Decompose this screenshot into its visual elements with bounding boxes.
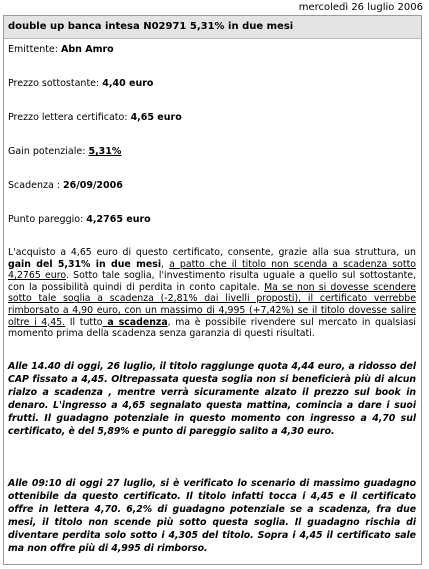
scadenza-label: Scadenza : — [8, 180, 64, 191]
post-body — [4, 39, 421, 555]
prezzo-sottostante-line — [8, 77, 416, 90]
update-paragraph-1: Alle 14.40 di oggi, 26 luglio, il titolo raggiunge quota 4,44 euro, a ridosso del CAP fissato a 4,45. Oltrepassata questa soglia non si beneficierà più di alcun rialzo a scadenza , mentre verrà sicuramente alzato il prezzo sul book in denaro. L'ingresso a 4,65 segnalato questa mattina, comincia a dare i suoi frutti. Il guadagno potenziale in questo momento con ingresso a 4,70 sul certificato, è del 5,89% e punto di pareggio salito a 4,30 euro. — [8, 360, 416, 437]
desc-scenario-underlined: Ma se non si dovesse scendere sotto tale soglia a scadenza (-2,81% dai livelli proposti), il certificato verrebbe rimborsato a 4,90 euro, con un massimo di 4,995 (+7,42%) se il titolo dovesse salire oltre i 4,45. — [8, 281, 417, 328]
pareggio-value: 4,2765 euro — [86, 214, 151, 225]
pareggio-label: Punto pareggio: — [8, 214, 87, 225]
prezzo-sottostante-label: Prezzo sottostante: — [8, 78, 103, 89]
desc-text-5: , ma è possibile rivendere sul mercato in qualsiasi momento prima della scadenza senza garanzia di questi risultati. — [8, 316, 416, 340]
gain-value: 5,31% — [88, 146, 122, 157]
desc-scadenza-highlight: a scadenza — [102, 316, 168, 328]
desc-gain-highlight: gain del 5,31% in due mesi — [8, 258, 162, 270]
post-title[interactable]: double up banca intesa N02971 5,31% in due mesi — [4, 16, 421, 39]
prezzo-lettera-label: Prezzo lettera certificato: — [8, 112, 131, 123]
emittente-line — [8, 43, 416, 56]
emittente-label: Emittente: — [8, 44, 62, 55]
prezzo-lettera-value: 4,65 euro — [130, 112, 182, 123]
prezzo-sottostante-value: 4,40 euro — [102, 78, 154, 89]
update-paragraph-2: Alle 09:10 di oggi 27 luglio, si è verificato lo scenario di massimo guadagno ottenibile da questo certificato. Il titolo infatti tocca i 4,45 e il certificato offre in lettera 4,70. 6,2% di guadagno potenziale se a scadenza, fra due mesi, il titolo non scende più sotto questa soglia. Il guadagno rischia di diventare perdita solo sotto i 4,305 del titolo. Sopra i 4,45 il certificato sale ma non offre più di 4,995 di rimborso. — [8, 477, 416, 554]
desc-text-4: Il tutto — [65, 316, 103, 328]
gain-label: Gain potenziale: — [8, 146, 89, 157]
gain-line — [8, 145, 416, 158]
blog-post — [3, 15, 422, 565]
description-paragraph — [8, 247, 416, 340]
emittente-value: Abn Amro — [61, 44, 114, 55]
desc-condition-underlined: a patto che il titolo non scenda a scadenza sotto 4,2765 euro — [8, 258, 416, 282]
post-date: mercoledì 26 luglio 2006 — [298, 2, 423, 13]
desc-text-3: . Sotto tale soglia, l'investimento risulta uguale a quello sul sottostante, con la possibilità quindi di perdita in conto capitale. — [8, 270, 416, 293]
desc-text-2: , — [161, 258, 170, 270]
prezzo-lettera-line — [8, 111, 416, 124]
pareggio-line — [8, 213, 416, 226]
desc-text-1: L'acquisto a 4,65 euro di questo certificato, consente, grazie alla sua struttura, un — [8, 247, 416, 258]
scadenza-value: 26/09/2006 — [63, 180, 123, 191]
scadenza-line — [8, 179, 416, 192]
